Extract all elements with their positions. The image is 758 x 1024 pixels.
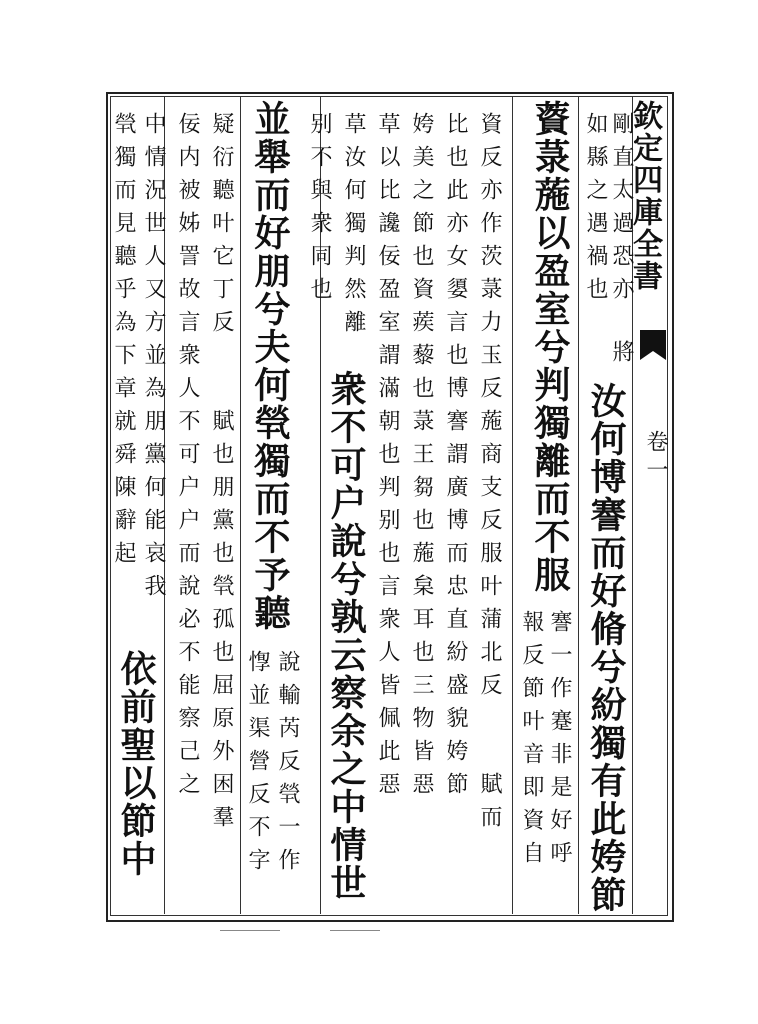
juan-number: 卷一 <box>643 430 668 486</box>
scan-speck <box>330 930 380 931</box>
text-column: 别不與衆同也 <box>307 112 332 310</box>
text-column: 草以比讒佞盈室謂滿朝也判别也言衆人皆佩此惡 <box>375 112 400 805</box>
text-column-note: 謇一作蹇非是好呼 <box>547 610 572 874</box>
column-divider <box>240 96 241 914</box>
text-column: 惸並渠營反不字 <box>245 650 270 881</box>
text-column-main: 衆不可户說兮孰云察余之中情世 <box>325 370 367 902</box>
text-column-note: 中情況世人又方並為朋黨何能哀我 <box>141 112 166 607</box>
text-column: 剛直太過恐亦 <box>609 112 634 310</box>
text-column-note: 將 <box>609 340 634 373</box>
column-divider <box>512 96 513 914</box>
text-column-note: 說輸芮反煢一作 <box>275 650 300 881</box>
text-column: 比也此亦女嬃言也博謇謂廣博而忠直紛盛貌姱節 <box>443 112 468 805</box>
text-column: 姱美之節也資蒺藜也菉王芻也葹枲耳也三物皆惡 <box>409 112 434 805</box>
column-divider <box>578 96 579 914</box>
book-title: 欽定四庫全書 <box>627 100 662 292</box>
text-column: 佞内被姊詈故言衆人不可户户而說必不能察己之 <box>175 112 200 805</box>
text-column: 資反亦作茨菉力玉反葹商支反服叶蒲北反 賦而 <box>477 112 502 838</box>
text-column-main: 並舉而好朋兮夫何煢獨而不予聽 <box>249 100 291 632</box>
text-column-main: 汝何博謇而好脩兮紛獨有此姱節 <box>585 382 627 914</box>
text-column-main: 依前聖以節中 <box>115 650 157 878</box>
text-column-main: 薋菉葹以盈室兮判獨離而不服 <box>529 100 571 594</box>
text-column: 如縣之遇禍也 <box>583 112 608 310</box>
text-column: 報反節叶音即資自 <box>519 610 544 874</box>
scan-speck <box>220 930 280 931</box>
text-column: 疑衍聽叶它丁反 賦也朋黨也煢孤也屈原外困羣 <box>209 112 234 838</box>
text-column: 煢獨而見聽乎為下章就舜陳辭起 <box>111 112 136 574</box>
text-column-note: 草汝何獨判然離 <box>341 112 366 343</box>
